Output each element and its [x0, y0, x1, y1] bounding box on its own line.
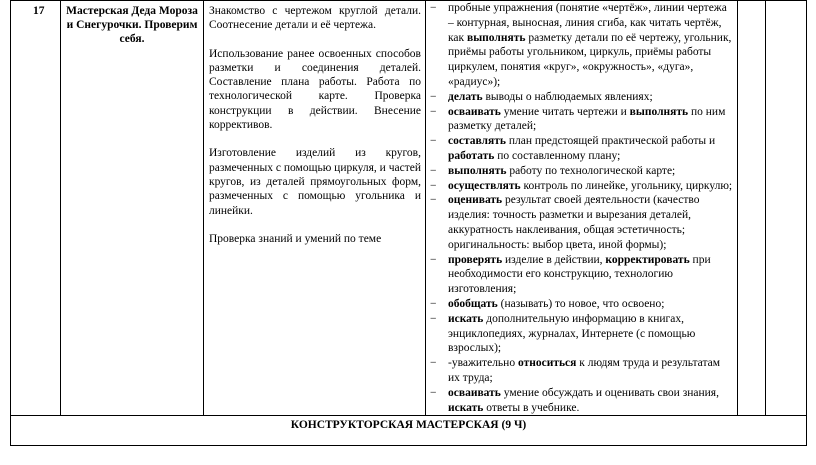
dash-bullet-icon: − [430, 90, 437, 103]
skill-verb: выполнять [448, 164, 507, 177]
lesson-topic: Мастерская Деда Мороза и Снегурочки. Проверим себя. [66, 5, 198, 45]
skills-list [426, 1, 737, 415]
section-title: КОНСТРУКТОРСКАЯ МАСТЕРСКАЯ (9 Ч) [290, 419, 527, 432]
skill-verb: оценивать [448, 194, 503, 207]
dash-bullet-icon: − [430, 253, 437, 266]
dash-bullet-icon: − [430, 194, 437, 207]
lesson-skills-cell [426, 1, 738, 416]
lesson-row [11, 1, 807, 416]
dash-bullet-icon: − [430, 312, 437, 325]
skill-item [426, 312, 734, 356]
skill-verb: искать [448, 312, 484, 325]
skill-item [426, 164, 734, 179]
skill-item [426, 105, 734, 135]
skill-text: дополнительную информацию в книгах, энциклопедиях, журналах, Интернете (с помощью взрослых); [448, 312, 696, 355]
curriculum-table [10, 0, 807, 446]
skill-text: выводы о наблюдаемых явлениях; [482, 90, 653, 103]
skill-item [426, 90, 734, 105]
skill-verb: делать [448, 90, 483, 103]
skill-item [426, 253, 734, 297]
dash-bullet-icon: − [430, 179, 437, 192]
skill-item [426, 386, 734, 416]
content-paragraph: Знакомство с чертежом круглой детали. Соотнесение детали и её чертежа. [209, 5, 421, 32]
section-cell [11, 416, 807, 446]
dash-bullet-icon: − [430, 357, 437, 370]
dash-bullet-icon: − [430, 135, 437, 148]
lesson-number: 17 [33, 5, 45, 17]
empty-cell-2 [766, 1, 807, 416]
skills-list-wrapper [426, 1, 737, 415]
skill-text: работу по технологической карте; [506, 164, 676, 177]
lesson-content-cell [204, 1, 426, 416]
lesson-content [204, 1, 425, 246]
content-paragraph: Проверка знаний и умений по теме [209, 232, 382, 245]
lesson-number-cell [11, 1, 61, 416]
skill-item [426, 297, 734, 312]
dash-bullet-icon: − [430, 386, 437, 399]
skill-verb: проверять [448, 253, 503, 266]
skill-text: пробные упражнения (понятие «чертёж», линии чертежа – контурная, выносная, линия сгиба, как читать чертёж, как выполнять разметку детали по её чертежу, угольник, приёмы работы угольником, циркуль, приёмы работы циркулем, понятия «круг», «окружность», «дуга», «радиус»); [448, 2, 732, 88]
lesson-topic-cell [61, 1, 204, 416]
skill-item [426, 356, 734, 386]
skill-text: умение обсуждать и оценивать свои знания, искать ответы в учебнике. [448, 386, 719, 414]
skill-verb: осваивать [448, 386, 501, 399]
skill-text: (называть) то новое, что освоено; [497, 297, 665, 310]
dash-bullet-icon: − [430, 2, 437, 14]
skill-text: результат своей деятельности (качество изделия: точность разметки и вырезания деталей, аккуратность наклеивания, общая эстетичность; оригинальность: выбор цвета, иной формы); [448, 194, 700, 251]
skill-item [426, 134, 734, 164]
skill-text: план предстоящей практической работы и работать по составленному плану; [448, 135, 716, 162]
dash-bullet-icon: − [430, 164, 437, 177]
skill-verb: обобщать [448, 297, 498, 310]
skill-text: -уважительно относиться к людям труда и результатам их труда; [448, 357, 721, 384]
section-row [11, 416, 807, 446]
skill-text: умение читать чертежи и выполнять по ним разметку деталей; [448, 105, 726, 133]
skill-verb: осуществлять [448, 179, 521, 192]
skill-item [426, 179, 734, 194]
skill-verb: составлять [448, 135, 506, 148]
dash-bullet-icon: − [430, 105, 437, 118]
content-paragraph: Изготовление изделий из кругов, размеченных с помощью циркуля, и частей кругов, из деталей прямоугольных форм, размеченных с помощью угольника и линейки. [209, 147, 421, 217]
content-paragraph: Использование ранее освоенных способов разметки и соединения деталей. Составление плана работы. Работа по технологической карте. Проверка конструкции в действии. Внесение коррективов. [209, 47, 421, 132]
skill-text: контроль по линейке, угольнику, циркулю; [520, 179, 733, 192]
skill-item [426, 1, 734, 90]
skill-text: изделие в действии, корректировать при необходимости его конструкцию, технологию изготовления; [448, 253, 711, 296]
empty-cell-1 [738, 1, 766, 416]
dash-bullet-icon: − [430, 297, 437, 310]
skill-verb: осваивать [448, 105, 501, 118]
skill-item [426, 193, 734, 252]
